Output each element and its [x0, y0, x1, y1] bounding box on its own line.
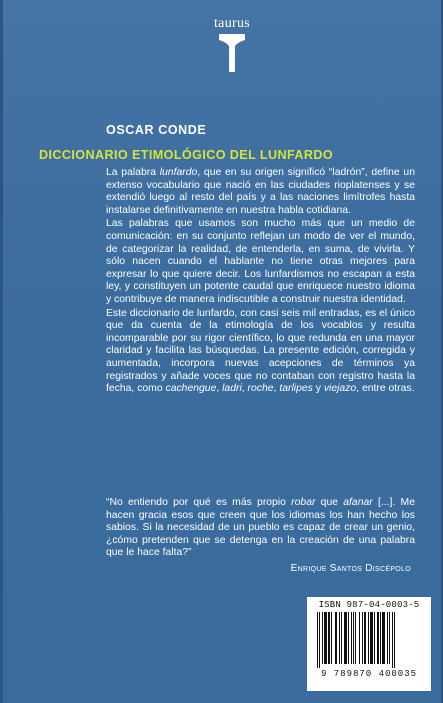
barcode-bar	[389, 612, 390, 664]
barcode-bar	[392, 612, 393, 668]
barcode-bar	[374, 612, 375, 664]
blurb-paragraph-3: Este diccionario de lunfardo, con casi seis mil entradas, es el único que da cuenta de la etimología de los vocablos y resulta incomparable por su rigor científico, lo que redunda en una mayor claridad y facilita las búsquedas. La presente edición, corregida y aumentada, incorpora nuevas acepciones de términos ya registrados y añade voces que no contaban con registro hasta la fecha, como cachengue, ladri, roche, tarlipes y viejazo, entre otras.	[106, 307, 415, 395]
barcode-bar	[319, 612, 320, 668]
book-title: DICCIONARIO ETIMOLÓGICO DEL LUNFARDO	[39, 148, 334, 162]
barcode-bar	[364, 612, 366, 664]
barcode-bar	[335, 612, 337, 664]
barcode-bar	[382, 612, 385, 664]
barcode-bar	[377, 612, 379, 664]
barcode-bar	[370, 612, 373, 664]
barcode-bar	[339, 612, 340, 664]
barcode-bar	[353, 612, 354, 664]
barcode-bar	[387, 612, 388, 664]
barcode-label	[307, 597, 431, 691]
barcode-bar	[317, 612, 318, 668]
barcode-bar	[348, 612, 349, 664]
barcode-bar	[351, 612, 352, 664]
barcode-bar	[359, 612, 360, 664]
barcode-bar	[362, 612, 363, 664]
barcode-bar	[355, 612, 356, 664]
barcode-bar	[322, 612, 323, 664]
book-author: OSCAR CONDE	[106, 123, 207, 137]
barcode-bar	[344, 612, 347, 664]
barcode-bar	[328, 612, 330, 664]
barcode-bar	[368, 612, 369, 664]
publisher-name: taurus	[213, 16, 250, 31]
blurb-paragraph-1: La palabra lunfardo, que en su origen significó “ladrón”, define un extenso vocabulario que nació en las ciudades rioplatenses y se extendió luego al resto del país y a las naciones limítrofes hasta instalarse definitivamente en nuestra habla cotidiana.	[106, 167, 415, 216]
publisher-logo	[201, 16, 263, 72]
ean-number: 9 789870 400035	[320, 669, 417, 679]
epigraph-quote: “No entiendo por qué es más propio robar que afanar [...]. Me hacen gracia esos que creen que los idiomas los han hecho los sabios. Si la necesidad de un pueblo es capaz de crear un genio, ¿cómo pretenden que se detenga en la creación de una palabra que le hace falta?”	[106, 497, 415, 559]
back-cover-blurb	[106, 167, 415, 397]
barcode-bar	[394, 612, 395, 668]
barcode-bar	[324, 612, 327, 664]
barcode-bars	[315, 612, 423, 668]
barcode-bar	[341, 612, 342, 664]
quote-attribution: Enrique Santos Discépolo	[290, 563, 411, 574]
barcode-bar	[380, 612, 381, 664]
isbn-number: ISBN 987-04-0003-5	[318, 600, 420, 610]
taurus-t-icon	[219, 34, 245, 72]
blurb-paragraph-2: Las palabras que usamos son mucho más que un medio de comunicación: en su conjunto reflejan un modo de ver el mundo, de categorizar la realidad, de entenderla, en suma, de vivirla. Y sólo nacen cuando el hablante no tiene otras mejores para expresar lo que quiere decir. Los lunfardismos no escapan a esta ley, y constituyen un potente caudal que enriquece nuestro idioma y contribuye de manera indiscutible a construir nuestra identidad.	[106, 218, 415, 305]
barcode-bar	[331, 612, 332, 664]
